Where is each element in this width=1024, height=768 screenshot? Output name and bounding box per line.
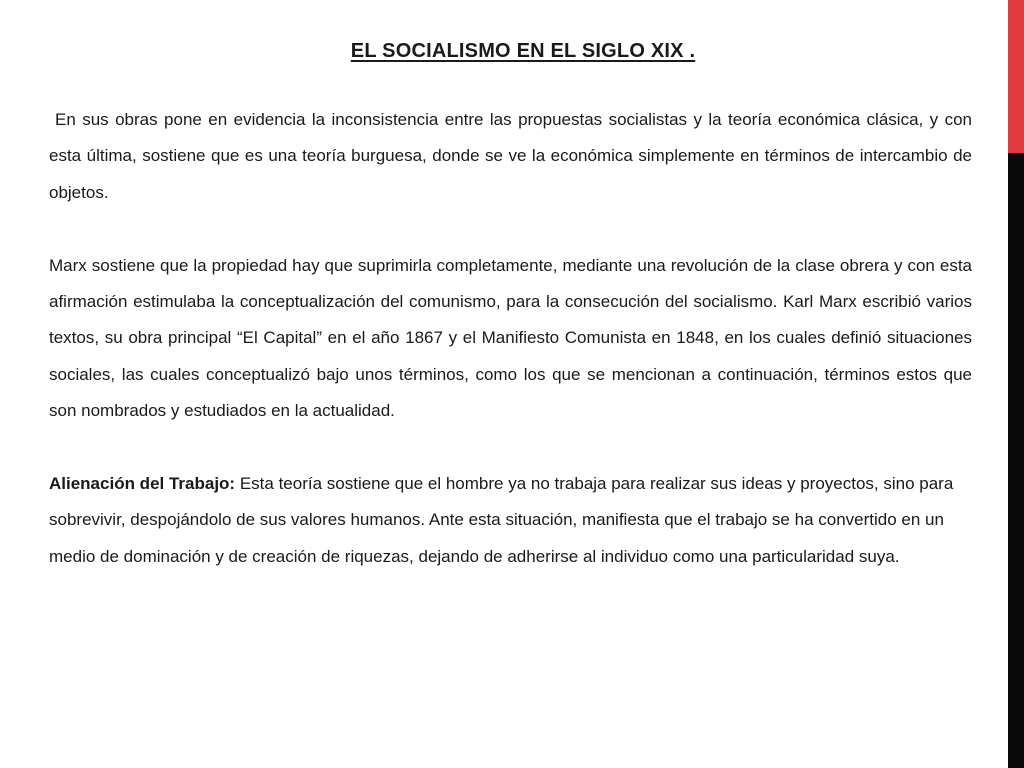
paragraph-alienation-of-work (49, 466, 972, 575)
slide-title: EL SOCIALISMO EN EL SIGLO XIX . (350, 40, 696, 62)
slide-body (49, 102, 972, 612)
decorative-red-bar (1008, 0, 1024, 153)
term-alienation-label: Alienación del Trabajo: (49, 474, 236, 494)
term-alienation-definition: Esta teoría sostiene que el hombre ya no trabaja para realizar sus ideas y proyectos, sino para sobrevivir, despojándolo de sus valores humanos. Ante esta situación, manifiesta que el trabajo se ha convertido en un medio de dominación y de creación de riquezas, dejando de adherirse al individuo como una particularidad suya. (49, 474, 954, 566)
paragraph-marx-property: Marx sostiene que la propiedad hay que suprimirla completamente, mediante una revolución de la clase obrera y con esta afirmación estimulaba la conceptualización del comunismo, para la consecución del socialismo. Karl Marx escribió varios textos, su obra principal “El Capital” en el año 1867 y el Manifiesto Comunista en 1848, en los cuales definió situaciones sociales, las cuales conceptualizó bajo unos términos, como los que se mencionan a continuación, términos estos que son nombrados y estudiados en la actualidad. (49, 255, 972, 421)
decorative-black-bar (1008, 153, 1024, 768)
paragraph-critique-of-classical-economics: En sus obras pone en evidencia la inconsistencia entre las propuestas socialistas y la teoría económica clásica, y con esta última, sostiene que es una teoría burguesa, donde se ve la económica simplemente en términos de intercambio de objetos. (49, 110, 972, 202)
